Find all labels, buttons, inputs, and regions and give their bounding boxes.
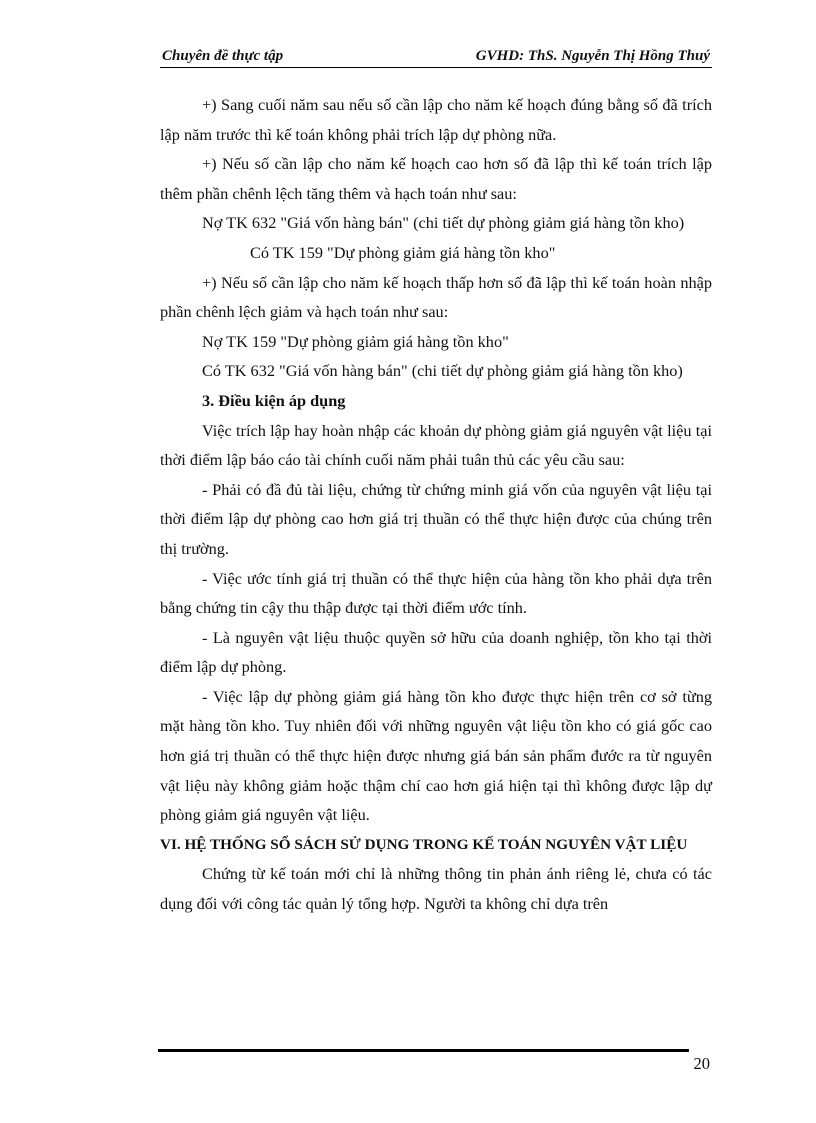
header-document-type: Chuyên đề thực tập: [162, 48, 284, 64]
paragraph-ledger-intro: Chứng từ kế toán mới chỉ là những thông tin phản ánh riêng lẻ, chưa có tác dụng đối với công tác quản lý tổng hợp. Người ta không chỉ dựa trên: [160, 864, 712, 914]
condition-item-ownership: - Là nguyên vật liệu thuộc quyền sở hữu của doanh nghiệp, tồn kho tại thời điểm lập dự phòng.: [160, 627, 712, 677]
paragraph-conditions-intro: Việc trích lập hay hoàn nhập các khoản dự phòng giảm giá nguyên vật liệu tại thời điểm lập báo cáo tài chính cuối năm phải tuân thủ các yêu cầu sau:: [160, 420, 712, 470]
page-number: 20: [693, 1054, 710, 1073]
paragraph-equal-provision: +) Sang cuối năm sau nếu số cần lập cho năm kế hoạch đúng bằng số đã trích lập năm trước thì kế toán không phải trích lập dự phòng nữa.: [160, 95, 712, 144]
condition-item-documents: - Phải có đầ đủ tài liệu, chứng từ chứng minh giá vốn của nguyên vật liệu tại thời điểm lập dự phòng cao hơn giá trị thuần có thể thực hiện được của chúng trên thị trường.: [160, 479, 712, 558]
journal-entry-1-credit: Có TK 159 "Dự phòng giảm giá hàng tồn kho": [250, 242, 556, 262]
journal-entry-1-debit: Nợ TK 632 "Giá vốn hàng bán" (chi tiết dự phòng giảm giá hàng tồn kho): [202, 213, 685, 233]
header-supervisor: GVHD: ThS. Nguyễn Thị Hồng Thuý: [475, 48, 710, 64]
condition-item-per-item: - Việc lập dự phòng giảm giá hàng tồn kho được thực hiện trên cơ sở từng mặt hàng tồn kho. Tuy nhiên đối với những nguyên vật liệu tồn kho có giá gốc cao hơn giá trị thuần có thể thực hiện được nhưng giá bán sản phẩm đước ra từ nguyên vật liệu này không giảm hoặc thậm chí cao hơn giá hiện tại thì không được lập dự phòng giảm giá nguyên vật liệu.: [160, 686, 712, 825]
condition-item-estimate: - Việc ước tính giá trị thuần có thể thực hiện của hàng tồn kho phải dựa trên bằng chứng tin cậy thu thập được tại thời điểm ước tính.: [160, 568, 712, 618]
paragraph-lower-provision: +) Nếu số cần lập cho năm kế hoạch thấp hơn số đã lập thì kế toán hoàn nhập phần chênh lệch giảm và hạch toán như sau:: [160, 272, 712, 322]
footer-rule: [158, 1049, 689, 1052]
journal-entry-2-credit: Có TK 632 "Giá vốn hàng bán" (chi tiết dự phòng giảm giá hàng tồn kho): [202, 361, 683, 381]
paragraph-higher-provision: +) Nếu số cần lập cho năm kế hoạch cao hơn số đã lập thì kế toán trích lập thêm phần chênh lệch tăng thêm và hạch toán như sau:: [160, 154, 712, 203]
journal-entry-2-debit: Nợ TK 159 "Dự phòng giảm giá hàng tồn kho": [202, 331, 509, 351]
section-heading-conditions: 3. Điều kiện áp dụng: [202, 390, 346, 410]
page-header: [160, 44, 712, 68]
section-heading-ledger-system: VI. HỆ THỐNG SỔ SÁCH SỬ DỤNG TRONG KẾ TOÁN NGUYÊN VẬT LIỆU: [160, 835, 688, 853]
page-body: [160, 90, 712, 919]
header-rule: [160, 67, 712, 68]
